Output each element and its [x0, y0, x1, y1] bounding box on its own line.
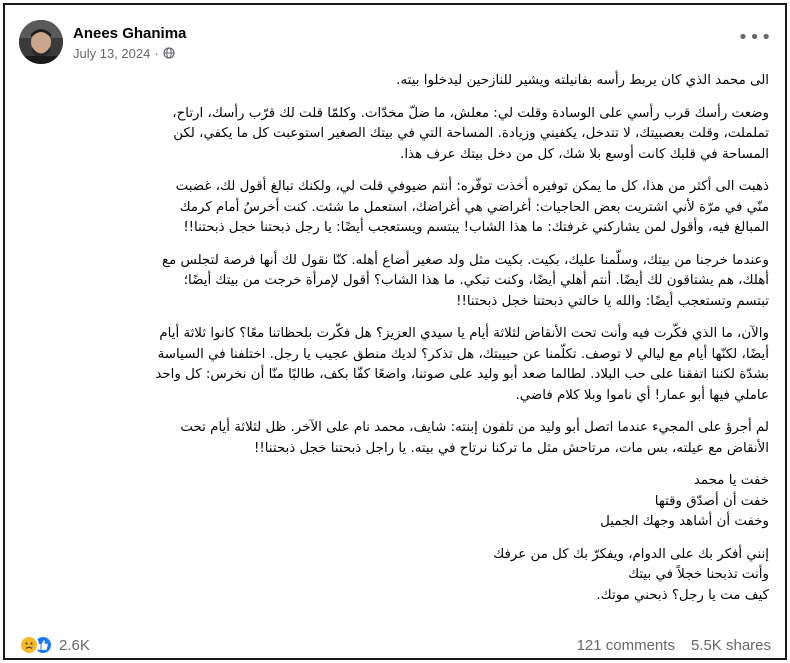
post-line: خفت أن أصدّق وقتها [654, 493, 769, 509]
post-line: لم أجرؤ على المجيء عندما اتصل أبو وليد من تلفون إبنته: شايف، محمد نام على الآخر. ظل لثلاثة أيام تحت [180, 420, 769, 435]
post-paragraph-7 [23, 471, 769, 533]
post-line: كيف مت يا رجل؟ ذبحني موتك. [596, 587, 769, 603]
post-paragraph-2 [23, 104, 769, 166]
post-line: وخفت أن أشاهد وجهك الجميل [600, 514, 769, 529]
post-line: والآن، ما الذي فكّرت فيه وأنت تحت الأنقاض لثلاثة أيام يا سيدي العزيز؟ هل فكّرت بلحظاتنا معًا؟ كانوا ثلاثة أيام [159, 326, 769, 341]
post-line: أهلك، هم يشتاقون لك أيضًا. أنتم أهلي أيضًا، وكنت تبكي. ما هذا الشاب؟ أقول لإمرأة خرجت من بيتك أيضًا؛ [183, 273, 769, 288]
post-line: إنني أفكر بك على الدوام، ويفكرّ بك كل من عرفك [493, 546, 769, 562]
post-line: الأنقاض مع عيلته، بس مات، مرتاحش مثل ما تركنا نرتاح في بيته. يا راجل ذبحتنا خجل ذبحتنا!! [253, 440, 769, 456]
globe-icon[interactable] [163, 47, 175, 59]
post-line: الى محمد الذي كان يربط رأسه بفانيلته ويشير للنازحين ليدخلوا بيته. [396, 73, 769, 88]
post-line: المساحة في قلبك كانت أوسع بلا شك، كل من دخل بيتك عرف هذا. [400, 146, 769, 162]
post-timestamp-row [73, 46, 186, 61]
sad-reaction-icon [19, 635, 39, 655]
post-paragraph-8 [23, 545, 769, 607]
avatar-photo-icon [19, 20, 63, 64]
post-line: المبالغ فيه، وأقول لمن يشاركني غرفتك: ما هذا الشاب! يبتسم ويستعجب أيضًا: يا رجل ذبحتنا خجل ذبحتنا!! [183, 220, 769, 235]
post-line: وضعت رأسك قرب رأسي على الوسادة وقلت لي: معلش، ما ضلّ مخدّات. وكلمّا قلت لك قرّب رأسك، ارتاح، [172, 105, 769, 121]
post-paragraph-5 [23, 324, 769, 406]
post-paragraph-6 [23, 418, 769, 459]
post-date[interactable]: July 13, 2024 [73, 45, 151, 61]
post-line: وعندما خرجنا من بيتك، وسلّمنا عليك، بكيت. بكيت مثل ولد صغير أضاع أهله. كنّا نقول لك أنها فرصة لتجلس مع [161, 252, 769, 268]
post-line: وأنت تذبحنا خجلاً في بيتك [628, 567, 769, 582]
avatar[interactable] [19, 20, 63, 64]
post-footer [19, 633, 771, 657]
shares-count[interactable]: 5.5K shares [690, 636, 771, 654]
post-line: منّي في مرّة لأني اشتريت بعض الحاجيات: أغراضي هي أغراضك، استعمل ما شئت. كنت أخرسُ أمام كرمك [179, 199, 769, 215]
post-header [19, 17, 186, 67]
post-line: ذهبت الى أكثر من هذا، كل ما يمكن توفيره أخذت توفّره: أنتم ضيوفي قلت لي، ولكنك تبالغ أقول لك، غضبت [175, 179, 769, 194]
author-name[interactable]: Anees Ghanima [73, 24, 187, 42]
post-line: تململت، وقلت بعصبيتك، لا تتدخل، يكفيني وزيادة. المساحة التي في بيتك الصغير استوعبت كل ما يكفي، لكن [173, 126, 769, 141]
post-line: عاملي فيها أبو عمار! أي ناموا وبلا كلام فاضي. [515, 387, 769, 403]
comments-count[interactable]: 121 comments [576, 636, 675, 654]
post-line: بشدّة لكننا اتفقنا على حب البلاد. لطالما صعد أبو وليد على صوتنا، واضعًا كفّا بكف، طالبًا منّا أن نخرس: كل واحد [155, 367, 769, 382]
post-paragraph-4 [23, 251, 769, 313]
reactions-count: 2.6K [59, 636, 90, 654]
separator-dot: · [154, 45, 159, 61]
post-body [23, 71, 769, 618]
post-paragraph-1 [23, 71, 769, 92]
post-line: تبتسم وتستعجب أيضًا: والله يا خالتي ذبحتنا خجل ذبحتنا!! [456, 293, 769, 309]
more-options-icon[interactable]: ••• [737, 26, 773, 48]
post-paragraph-3 [23, 177, 769, 239]
reaction-icons [19, 635, 53, 655]
post-card [3, 3, 787, 660]
post-line: خفت يا محمد [693, 473, 769, 488]
reactions-summary[interactable] [19, 635, 90, 655]
post-line: أيضًا، لكنّها أيام مع ليالي لا توصف. تكلّمنا عن حبيبتك، هل تذكر؟ لديك منطق عجيب يا رجل. اختلفنا في السياسة [157, 346, 769, 362]
post-stats [577, 637, 771, 654]
